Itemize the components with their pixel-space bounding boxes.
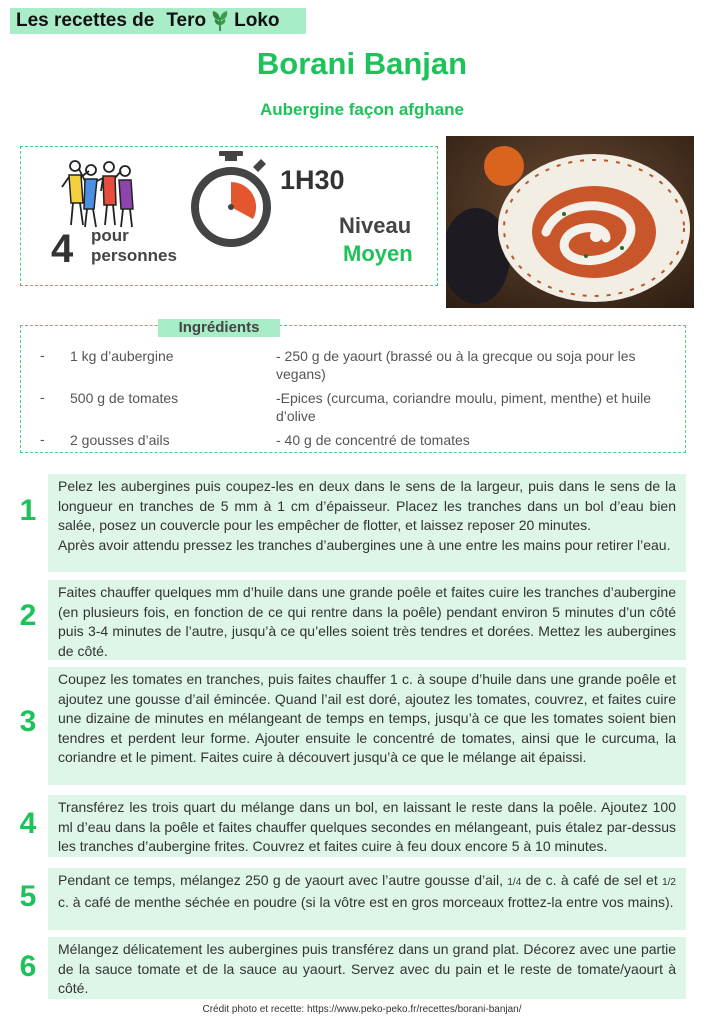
fraction-half: 1/2 — [662, 877, 676, 888]
step-6 — [48, 937, 686, 999]
step-2 — [48, 580, 686, 660]
step-2-paragraph-1: Faites chauffer quelques mm d’huile dans une grande poêle et faites cuire les tranches d’aubergine (en plusieurs fois, en fonction de ce qui rentre dans la poêle) pendant environ 5 minutes d’un côté puis 3-4 minutes de l’autre, jusqu’à ce qu’elles soient très tendres et dorées. Mettez les aubergines de côté. — [58, 584, 676, 659]
servings-number: 4 — [51, 227, 74, 271]
step-6-paragraph-1: Mélangez délicatement les aubergines puis transférez dans un grand plat. Décorez avec une partie de la sauce tomate et de la sauce au yaourt. Servez avec du pain et le reste de tomate/yaourt à côté. — [58, 941, 676, 996]
fraction-quarter: 1/4 — [507, 877, 522, 888]
dish-photo — [446, 136, 694, 308]
step-number-1: 1 — [19, 494, 37, 527]
ingredient-bullet: - — [40, 347, 45, 363]
ingredient-left-3: 2 gousses d’ails — [70, 432, 170, 448]
brand-name-part2: Loko — [234, 10, 280, 31]
step-5-text-a: Pendant ce temps, mélangez 250 g de yaourt avec l’autre gousse d’ail, — [58, 872, 508, 888]
step-5 — [48, 868, 686, 930]
step-4 — [48, 795, 686, 857]
level-label: Niveau — [339, 213, 412, 238]
info-box — [20, 146, 438, 286]
step-5-text-c: c. à café de menthe séchée en poudre (si la vôtre est en gros morceaux frottez-la entre vos mains). — [58, 893, 674, 910]
ingredient-bullet: - — [40, 431, 45, 447]
step-3-paragraph-1: Coupez les tomates en tranches, puis faites chauffer 1 c. à soupe d’huile dans une grande poêle et ajoutez une gousse d’ail émincée. Quand l’ail est doré, ajoutez les tomates, couvrez, et faites cuire une dizaine de minutes en mélangeant de temps en temps, jusqu’à ce que les tomates soient bien tendres et perdent leur forme. Ajouter ensuite le concentré de tomates, ainsi que le curcuma, la coriandre et le piment. Faites cuire à découvert jusqu’à ce que le mélange ait épaissi. — [58, 671, 676, 765]
brand-name-part1: Tero — [166, 10, 207, 31]
cooking-time: 1H30 — [280, 165, 345, 195]
recipe-title: Borani Banjan — [256, 46, 468, 81]
stopwatch-icon — [189, 151, 273, 251]
step-1-paragraph-2: Après avoir attendu pressez les tranches d’aubergines une à une entre les mains pour retirer l’eau. — [58, 536, 671, 553]
step-number-6: 6 — [19, 950, 37, 983]
ingredient-left-2: 500 g de tomates — [70, 390, 179, 406]
step-4-paragraph-1: Transférez les trois quart du mélange dans un bol, en laissant le reste dans la poêle. Ajoutez 100 ml d’eau dans la poêle et faites chauffer quelques secondes en mélangeant, puis étalez par-dessus les tranches d’aubergine frites. Couvrez et faites cuire à feu doux encore 5 à 10 minutes. — [58, 799, 676, 854]
step-number-4: 4 — [19, 807, 37, 840]
step-number-3: 3 — [19, 705, 37, 738]
ingredient-left-1: 1 kg d’aubergine — [70, 348, 174, 364]
step-5-text-b: de c. à café de sel et — [521, 872, 663, 888]
step-1 — [48, 474, 686, 572]
ingredient-right-3: - 40 g de concentré de tomates — [276, 432, 470, 448]
servings-word-personnes: personnes — [91, 246, 177, 265]
ingredient-right-1: - 250 g de yaourt (brassé ou à la grecque ou soja pour les vegans) — [276, 348, 636, 382]
ingredients-title: Ingrédients — [158, 319, 280, 337]
step-number-2: 2 — [19, 599, 37, 632]
level-value: Moyen — [343, 241, 413, 266]
ingredient-right-2: -Epices (curcuma, coriandre moulu, piment, menthe) et huile d’olive — [276, 390, 652, 424]
photo-credit: Crédit photo et recette: https://www.peko-peko.fr/recettes/borani-banjan/ — [202, 1004, 522, 1015]
step-3 — [48, 667, 686, 785]
servings-word-pour: pour — [91, 226, 129, 245]
people-icon — [61, 157, 135, 231]
step-number-5: 5 — [19, 880, 37, 913]
leaf-icon — [209, 10, 231, 32]
recipe-subtitle: Aubergine façon afghane — [259, 100, 465, 119]
brand-prefix: Les recettes de — [16, 10, 155, 31]
step-1-paragraph-1: Pelez les aubergines puis coupez-les en deux dans le sens de la largeur, puis dans le sens de la longueur en tranches de 5 mm à 1 cm d’épaisseur. Placez les tranches dans un bol d’eau bien salée, posez un couvercle pour les empêcher de flotter, et laissez reposer 20 minutes. — [58, 478, 676, 533]
brand-banner — [10, 8, 306, 34]
ingredient-bullet: - — [40, 389, 45, 405]
